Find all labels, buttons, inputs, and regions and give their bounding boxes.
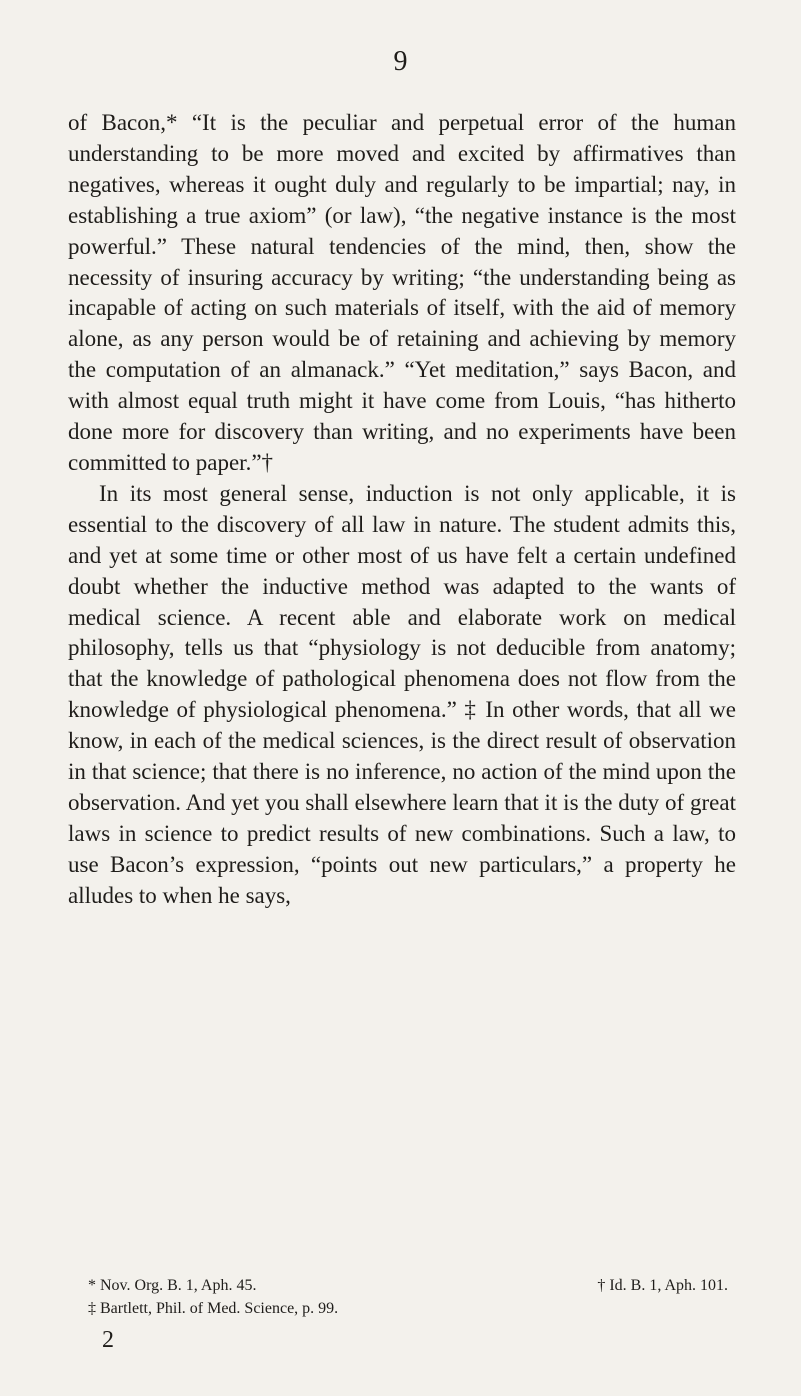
- footnote-row-2: [88, 1297, 728, 1320]
- signature-mark: 2: [102, 1327, 114, 1353]
- paragraph-induction: In its most general sense, induction is not only applicable, it is essential to the discovery of all law in nature. The student admits this, and yet at some time or other most of us have felt a certain undefined doubt whether the inductive method was adapted to the wants of medical science. A recent able and elaborate work on medical philosophy, tells us that “physiology is not deducible from anatomy; that the knowledge of pathological phenomena does not flow from the knowledge of physiological phenomena.” ‡ In other words, that all we know, in each of the medical sciences, is the direct result of observation in that science; that there is no inference, no action of the mind upon the observation. And yet you shall elsewhere learn that it is the duty of great laws in science to predict results of new combinations. Such a law, to use Bacon’s expression, “points out new particulars,” a property he alludes to when he says,: [68, 480, 736, 908]
- page-number: 9: [393, 46, 408, 77]
- paragraph-continued: of Bacon,* “It is the peculiar and perpetual error of the human understanding to be more moved and excited by affirmatives than negatives, whereas it ought duly and regularly to be impartial; nay, in establishing a true axiom” (or law), “the negative instance is the most powerful.” These natural tendencies of the mind, then, show the necessity of insuring accuracy by writing; “the understanding being as incapable of acting on such materials of itself, with the aid of memory alone, as any person would be of retaining and achieving by memory the computation of an almanack.” “Yet meditation,” says Bacon, and with almost equal truth might it have come from Louis, “has hitherto done more for discovery than writing, and no experiments have been committed to paper.”†: [68, 110, 736, 475]
- footnote-nov-org: * Nov. Org. B. 1, Aph. 45.: [88, 1277, 257, 1294]
- footnote-bartlett: ‡ Bartlett, Phil. of Med. Science, p. 99.: [88, 1300, 339, 1317]
- footnotes: [88, 1274, 728, 1320]
- footnote-row-1: [88, 1274, 728, 1297]
- body-text: [68, 108, 736, 912]
- footnote-id: † Id. B. 1, Aph. 101.: [597, 1277, 728, 1294]
